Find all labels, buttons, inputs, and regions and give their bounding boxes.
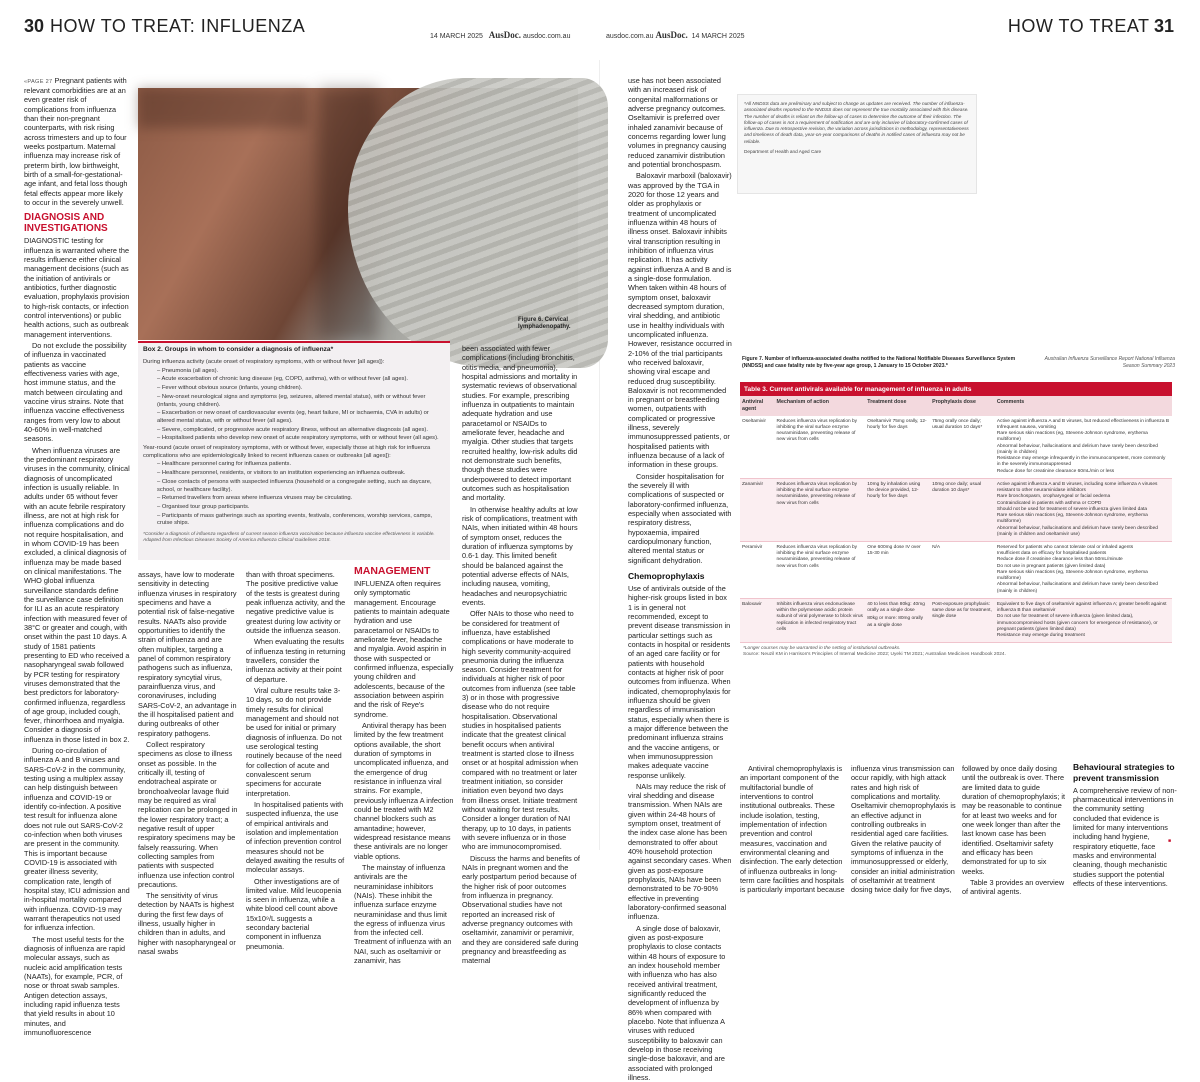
comment-line: Abnormal behaviour, hallucinations and delirium have rarely been described (mainly in children)	[996, 443, 1158, 455]
comment-line: Rare serious skin reactions (eg, Stevens-Johnson syndrome, erythema multiforme)	[996, 569, 1148, 582]
comment-line: Do not use for treatment of severe influenza (given limited data), immunocompromised hosts (given concern for emergence of resistance), or pregnant patients (given limited data)	[996, 614, 1158, 632]
paragraph: Discuss the harms and benefits of NAIs in pregnant women and the early postpartum period because of the higher risk of poor outcomes from influenza in pregnancy. Observational studies have not reported an increased risk of adverse pregnancy outcomes with oseltamivir, zanamivir or peramivir, and they are considered safe during pregnancy and breastfeeding as maternal	[462, 853, 580, 966]
table-cell-agent: Baloxavir	[740, 598, 775, 642]
box-sub-item: – Fever without obvious source (infants, young children).	[157, 385, 303, 392]
comment-line: Active against influenza A and B viruses, including some influenza A viruses resistant to other neuraminidase inhibitors	[996, 481, 1158, 494]
comment-line: Reduce dose if creatinine clearance less than 50mL/minute	[996, 557, 1123, 563]
right-header-meta	[606, 30, 745, 40]
box-sub-item: – Participants of mass gatherings such as sporting events, festivals, conferences, worship services, camps, cruise ships.	[157, 512, 433, 527]
box-sub-item: – Returned travellers from areas where influenza viruses may be circulating.	[157, 495, 353, 502]
box-sub-item: – Close contacts of persons with suspected influenza (household or a congregate setting, such as daycare, school, or healthcare facility).	[157, 478, 432, 493]
text-column-4	[462, 344, 580, 966]
table-cell-comments	[995, 598, 1172, 642]
text-column-5	[628, 76, 732, 1082]
table-source: Source: Neuzil KM in Harrison's Principles of Internal Medicine 2022; Uyeki TM 2021; Australian Medicines Handbook 2024.	[743, 652, 1006, 658]
paragraph: «PAGE 27 Pregnant patients with relevant comorbidities are at an even greater risk of complications from influenza than their non-pregnant counterparts, with risk rising across trimesters and up to four weeks postpartum. Maternal influenza may increase risk of preterm birth, low birthweight, birth of a small-for-gestational-age infant, and fetal loss though fetal effects appear more likely to occur in the severely unwell.	[24, 76, 128, 208]
box-sub-item: – Exacerbation or new onset of cardiovascular events (eg, heart failure, MI or ischaemia, CVA in adults) or altered mental status, with or without fever (all ages).	[157, 410, 429, 424]
paragraph: Table 3 provides an overview of antiviral agents.	[962, 877, 1065, 897]
table-header-row	[740, 396, 1172, 416]
paragraph: than with throat specimens. The positive predictive value of the tests is greatest during peak influenza activity, and the negative predictive value is greatest during low activity or outside the influenza season.	[246, 570, 346, 635]
comment-line: Equivalent to five days of oseltamivir against influenza A; greater benefit against influenza B than oseltamivir	[996, 601, 1167, 614]
end-mark-icon: ■	[1168, 838, 1172, 844]
paragraph: assays, have low to moderate sensitivity in detecting influenza viruses in respiratory specimens and have a potential risk of false-negative results. NAATs also provide opportunities to identify the strain of influenza and are often multiplex, targeting a panel of common respiratory pathogens such as influenza, respiratory syncytial virus, parainfluenza virus, and coronaviruses, including SARS-CoV-2, an advantage in the ill hospitalised patient and during outbreaks of other respiratory pathogens.	[138, 570, 237, 738]
comment-line: Do not use in pregnant patients (given limited data)	[996, 563, 1106, 569]
figure-7-notes: *All NNDSS data are preliminary and subject to change as updates are received. The number of influenza-associated deaths reported to the NNDSS does not represent the true mortality associated with this disease. The number of deaths is reliant on the follow-up of cases to determine the outcome of their infection. The follow-up of cases is not a requirement of notification and are only inclusive of laboratory-confirmed cases of influenza. Due to retrospective revision, the variation across jurisdictions in methodology, representativeness and timeliness of death data, year-on-year comparisons of deaths in notified cases of influenza may not be reliable.	[744, 101, 969, 144]
paragraph: Other investigations are of limited value. Mild leucopenia is seen in influenza, while a white blood cell count above 15x10⁹/L suggests a secondary bacterial component in influenza pneumonia.	[246, 876, 342, 951]
paragraph: A single dose of baloxavir, given as post-exposure prophylaxis to close contacts within 48 hours of exposure to an index household member with influenza who has also received antiviral treatment, significantly reduced the development of influenza by 86% when compared with placebo. Note that influenza A viruses with reduced susceptibility to baloxavir can develop in those receiving single-dose baloxavir, and are associated with prolonged illness.	[628, 923, 726, 1082]
comment-line: Insufficient data on efficacy for hospitalised patients	[996, 551, 1107, 557]
table-cell-prophylaxis: N/A	[930, 541, 995, 598]
box-list-item: During influenza activity (acute onset of respiratory symptoms, with or without fever [all ages]):	[143, 359, 385, 365]
page-number-right: 31	[1153, 15, 1174, 36]
box-sub-item: – Healthcare personnel, residents, or visitors to an institution experiencing an influenza outbreak.	[157, 470, 406, 477]
table-cell-agent: Zanamivir	[740, 478, 775, 541]
section-title-left: HOW TO TREAT: INFLUENZA	[50, 15, 306, 36]
comment-line: Resistance may emerge during treatment	[996, 633, 1085, 639]
paragraph: When evaluating the results of influenza testing in returning travellers, consider the influenza activity at their point of departure.	[246, 637, 346, 684]
text-column-6	[740, 764, 845, 895]
site-url[interactable]: ausdoc.com.au	[522, 33, 571, 40]
table-cell-agent: Peramivir	[740, 541, 775, 598]
table-cell-comments	[995, 416, 1172, 479]
figure-6-caption: Figure 6. Cervical lymphadenopathy.	[518, 317, 571, 331]
figure-7-source: Australian Influenza Surveillance Report National Influenza Season Summary 2023	[1044, 356, 1175, 369]
paragraph: The mainstay of influenza antivirals are the neuraminidase inhibitors (NAIs). These inhibit the influenza surface enzyme neuraminidase and thus limit the egress of influenza virus from the infected cell. Treatment of influenza with an NAI, such as oseltamivir or zanamivir, has	[354, 862, 452, 966]
subheading-chemoprophylaxis: Chemoprophylaxis	[628, 571, 705, 582]
comment-line: Rare bronchospasm, oropharyngeal or facial oedema	[996, 494, 1111, 500]
column-header: Antiviral agent	[740, 396, 775, 416]
site-url[interactable]: ausdoc.com.au	[606, 33, 654, 40]
photo-hair-shade	[138, 88, 308, 128]
paragraph: Collect respiratory specimens as close to illness onset as possible. In the critically ill, testing of endotracheal aspirate or bronchoalveolar lavage fluid may be required as viral replication can be prolonged in the lower respiratory tract; a negative result of upper respiratory specimens may be falsely reassuring. When collecting samples from patients with suspected influenza use infection control precautions.	[138, 739, 238, 889]
comment-line: Active against influenza A and B viruses, but reduced effectiveness in influenza B	[996, 418, 1170, 424]
box-title: Box 2. Groups in whom to consider a diagnosis of influenza*	[143, 346, 334, 353]
continued-from-kicker: «PAGE 27	[24, 79, 53, 85]
brand-logo: AusDoc.	[488, 30, 522, 40]
comment-line: Reduce dose for creatinine clearance 60mL/min or less	[996, 468, 1115, 474]
comment-line: Rare serious skin reactions (eg, Stevens-Johnson syndrome, erythema multiforme)	[996, 513, 1148, 525]
lymphadenopathy-photo	[138, 88, 578, 340]
table-row	[740, 416, 1172, 479]
figure-7-notes-box	[737, 94, 977, 194]
table-cell-agent: Oseltamivir	[740, 416, 775, 479]
paragraph: Do not exclude the possibility of influenza in vaccinated patients as vaccine effectiveness varies with age, host immune status, and the match between circulating and vaccine virus strains. Note that influenza vaccine effectiveness ranges from very low to about 40-60% in well-matched seasons.	[24, 341, 127, 444]
paragraph: In otherwise healthy adults at low risk of complications, treatment with NAIs, when initiated within 48 hours of symptom onset, reduces the duration of influenza symptoms by 0.6-1 day. This limited benefit should be balanced against the potential adverse effects of NAIs, including nausea, vomiting, headaches and neuropsychiatric events.	[462, 504, 578, 607]
box-sub-item: – New-onset neurological signs and symptoms (eg, seizures, altered mental status), with or without fever (infants, young children).	[157, 393, 426, 408]
paragraph: The sensitivity of virus detection by NAATs is highest during the first few days of illness, usually higher in children than in adults, and higher with nasopharyngeal or nasal swabs	[138, 891, 236, 957]
table-title: Table 3. Current antivirals available for management of influenza in adults	[740, 383, 1172, 396]
left-page-header	[0, 0, 600, 52]
issue-date: 14 MARCH 2025	[691, 33, 745, 40]
table-cell-mechanism: Reduces influenza virus replication by inhibiting the viral surface enzyme neuraminidase, preventing release of new virus from cells	[775, 416, 866, 479]
table-cell-mechanism: Reduces influenza virus replication by inhibiting the viral surface enzyme neuraminidase, preventing release of new virus from cells	[775, 541, 866, 598]
paragraph: followed by once daily dosing until the outbreak is over. There are limited data to guide duration of chemoprophylaxis; it may be reasonable to continue for at least two weeks and for one week longer than after the last known case has been identified. Oseltamivir safety and efficacy has been demonstrated for up to six weeks.	[962, 764, 1066, 876]
table-row	[740, 541, 1172, 598]
comment-line: Should not be used for treatment of severe influenza given limited data	[996, 506, 1147, 512]
paragraph: When influenza viruses are the predominant respiratory viruses in the community, clinical diagnosis of uncomplicated infection is usually reliable. In adults under 65 without fever with an acute febrile respiratory illness, are not at high risk for influenza complications and do not require hospitalisation, and in whom COVID-19 has been excluded, a clinical diagnosis of influenza may be made based on clinical manifestations. The WHO global influenza surveillance standards define the surveillance case definition for ILI as an acute respiratory infection with measured fever of 38°C or greater and cough, with onset within the past 10 days. A study of 1581 patients presenting to ED who received a nasopharyngeal swab followed by PCR testing for respiratory viruses demonstrated that the best predictors for laboratory-confirmed influenza, regardless of age group, included cough, fever, rhinorrhoea and myalgia. Consider a diagnosis of influenza in those listed in box 2.	[24, 445, 130, 744]
comment-line: Reserved for patients who cannot tolerate oral or inhaled agents	[996, 544, 1134, 550]
table-cell-comments	[995, 478, 1172, 541]
box-sub-item: – Hospitalised patients who develop new onset of acute respiratory symptoms, with or without fever (all ages).	[157, 435, 439, 442]
paragraph: The most useful tests for the diagnosis of influenza are rapid molecular assays, such as nucleic acid amplification tests (NAATs), for example, PCR, of nose or throat swab samples. Antigen detection assays, including rapid influenza tests that yield results in about 10 minutes, and immunofluorescence	[24, 934, 126, 1037]
figure-7-caption: Figure 7. Number of influenza-associated deaths notified to the National Notifiable Diseases Surveillance System (NNDSS) and case fatality rate by five-year age group, 1 January to 15 October 2023.*	[742, 356, 1016, 369]
paragraph: influenza virus transmission can occur rapidly, with high attack rates and high risk of complications and mortality. Oseltamivir chemoprophylaxis is an effective adjunct in controlling outbreaks in residential aged care facilities. Given the relative paucity of symptoms of influenza in the immunosuppressed or elderly, consider an initial administration of oseltamivir at treatment dosing twice daily for five days,	[851, 764, 956, 895]
paragraph: Baloxavir marboxil (baloxavir) was approved by the TGA in 2020 for those 12 years and older as prophylaxis or treatment of uncomplicated influenza within 48 hours of illness onset. Baloxavir inhibits viral transcription resulting in inhibition of influenza virus replication. It has activity against influenza A and B and is a single-dose formulation. When taken within 48 hours of symptom onset, baloxavir decreased symptom duration, viral shedding, and antibiotic use in healthy individuals with uncomplicated influenza. However, resistance occurred in 2-10% of the trial participants who received baloxavir, showing viral escape and reduced drug susceptibility. Baloxavir is not recommended in pregnant or breastfeeding women, outpatients with complicated or progressive illness, severely immunosuppressed patients, or hospitalised patients with influenza because of a lack of information in these groups.	[628, 171, 732, 470]
paragraph: Antiviral chemoprophylaxis is an important component of the multifactorial bundle of interventions to control institutional outbreaks. These include isolation, testing, implementation of infection prevention and control measures, vaccination and environmental cleaning and disinfection. The early detection of influenza outbreaks in long-term care facilities and hospitals is particularly important because	[740, 764, 845, 895]
table-cell-prophylaxis: 75mg orally once daily; usual duration 10 days*	[930, 416, 995, 479]
section-title-right: HOW TO TREAT	[1007, 15, 1150, 36]
paragraph: DIAGNOSTIC testing for influenza is warranted where the results influence either clinical management decisions (such as the initiation of antivirals or antibiotics, further diagnostic evaluation, prophylaxis provision to high-risk contacts, or infection control interventions) or public health actions, such as outbreak management interventions.	[24, 236, 130, 339]
column-header: Comments	[995, 396, 1172, 416]
paragraph: use has not been associated with an increased risk of congenital malformations or adverse pregnancy outcomes. Oseltamivir is preferred over inhaled zanamivir because of concerns regarding lower lung volumes in pregnancy causing reduced zanamivir distribution and potential bronchospasm.	[628, 76, 727, 169]
column-header: Treatment dose	[865, 396, 930, 416]
comment-line: Abnormal behaviour, hallucinations and delirium have rarely been described (mainly in children)	[996, 582, 1158, 594]
box-sub-item: – Healthcare personnel caring for influenza patients.	[157, 461, 292, 468]
box-2-diagnosis-groups	[138, 341, 450, 560]
table-footnote: *Longer courses may be warranted in the setting of institutional outbreaks.	[743, 646, 901, 652]
issue-date: 14 MARCH 2025	[430, 33, 483, 40]
text-column-3	[246, 570, 346, 951]
antiviral-table	[740, 396, 1172, 643]
paragraph: A comprehensive review of non-pharmaceutical interventions in the community setting concluded that evidence is limited for many interventions including hand hygiene, respiratory etiquette, face masks and environmental cleaning, though mechanistic studies support the potential effects of these interventions.	[1073, 785, 1177, 889]
box-sub-item: – Severe, complicated, or progressive acute respiratory illness, without an alternative diagnosis (all ages).	[157, 426, 428, 433]
box-sub-item: – Pneumonia (all ages).	[157, 367, 219, 374]
text-column-8	[962, 764, 1067, 897]
page-number-left: 30	[24, 15, 45, 36]
comment-line: Contraindicated in patients with asthma or COPD	[996, 500, 1102, 506]
section-heading-diagnosis: DIAGNOSIS AND INVESTIGATIONS	[24, 212, 108, 234]
text-column-7	[851, 764, 956, 895]
right-page-header	[600, 0, 1200, 52]
table-cell-treatment: One 600mg dose IV over 15-30 min	[865, 541, 930, 598]
section-heading-management: MANAGEMENT	[354, 565, 431, 577]
table-row	[740, 478, 1172, 541]
management-section	[354, 565, 454, 966]
text-column-1	[24, 76, 130, 1037]
box-list	[143, 359, 445, 528]
table-cell-mechanism: Inhibits influenza virus endonuclease within the polymerase acidic protein subunit of viral polymerase to block virus replication in infected respiratory tract cells	[775, 598, 866, 642]
comment-line: Abnormal behaviour, hallucinations and delirium have rarely been described (mainly in children and oseltamivir use)	[996, 525, 1158, 537]
column-header: Mechanism of action	[775, 396, 866, 416]
table-cell-prophylaxis: 10mg once daily; usual duration 10 days*	[930, 478, 995, 541]
comment-line: Resistance may emerge infrequently in the immunocompetent, more commonly in the severely immunosuppressed	[996, 456, 1166, 468]
box-sub-item: – Acute exacerbation of chronic lung disease (eg, COPD, asthma), with or without fever (all ages).	[157, 376, 408, 383]
left-header-meta	[430, 30, 570, 40]
paragraph: Consider hospitalisation for the severely ill with complications of suspected or laboratory-confirmed influenza, especially when associated with respiratory distress, hypoxaemia, impaired cardiopulmonary function, altered mental status or significant dehydration.	[628, 471, 732, 565]
table-row	[740, 598, 1172, 642]
table-cell-treatment: 10mg by inhalation using the device provided, 12-hourly for five days	[865, 478, 930, 541]
paragraph: Offer NAIs to those who need to be considered for treatment of influenza, have established complications or have moderate to high severity community-acquired pneumonia during the influenza season. Consider treatment for individuals at higher risk of poor outcomes from influenza (see table 3) or in those with progressive disease who do not require hospitalisation. Observational studies in hospitalised patients indicate that the greatest clinical benefit occurs when antiviral treatment is started close to illness onset or at hospital admission when compared with no treatment or later treatment initiation, so consider initiation even beyond two days from illness onset. Initiate treatment without waiting for test results. Consider a longer duration of NAI therapy, up to 10 days, in patients with severe influenza or in those who are immunocompromised.	[462, 609, 579, 852]
paragraph: During co-circulation of influenza A and B viruses and SARS-CoV-2 in the community, testing using a multiplex assay can help distinguish between influenza and COVID-19 or identify co-infection. A positive test result for influenza alone does not rule out SARS-CoV-2 co-infection when both viruses are present in the community. This is important because COVID-19 is associated with greater illness severity, complication rate, length of hospital stay, ICU admission and in-hospital mortality compared with influenza. COVID-19 may warrant therapeutics not used for influenza infection.	[24, 746, 130, 933]
table-cell-prophylaxis: Post-exposure prophylaxis: same dose as for treatment, single dose	[930, 598, 995, 642]
paragraph: been associated with fewer complications (including bronchitis, otitis media, and pneumonia), hospital admissions and mortality in systematic reviews of observational studies. For example, prescribing influenza in outpatients to maintain adequate hydration and use paracetamol or NSAIDs to ameliorate fever, headache and myalgia. Other studies that targets recruited healthy, low-risk adults did not demonstrate such benefits, though these studies were underpowered to detect important outcomes such as hospitalisation and mortality.	[462, 344, 578, 503]
table-3-antivirals	[740, 382, 1172, 750]
subheading-behavioural-strategies: Behavioural strategies to prevent transmission	[1073, 762, 1175, 783]
paragraph: NAIs may reduce the risk of viral shedding and disease transmission. When NAIs are given within 24-48 hours of symptom onset, treatment of the index case alone has been demonstrated to offer about 40% household protection against secondary cases. When given as post-exposure prophylaxis, NAIs have been demonstrated to be 70-90% effective in preventing laboratory-confirmed seasonal influenza.	[628, 781, 732, 922]
table-cell-treatment: 40 to less than 80kg: 40mg orally as a single dose 80kg or more: 80mg orally as a single dose	[865, 598, 930, 642]
column-header: Prophylaxis dose	[930, 396, 995, 416]
paragraph: Antiviral therapy has been limited by the few treatment options available, the short duration of symptoms in uncomplicated influenza, and the emergence of drug resistance in influenza viral strains. For example, previously influenza A infection could be treated with M2 channel blockers such as amantadine; however, widespread resistance means these antivirals are no longer viable options.	[354, 720, 454, 861]
table-cell-mechanism: Reduces influenza virus replication by inhibiting the viral surface enzyme neuraminidase, preventing release of new virus from cells	[775, 478, 866, 541]
text-column-2	[138, 570, 240, 957]
comment-line: Rare serious skin reactions (eg, Stevens-Johnson syndrome, erythema multiforme)	[996, 431, 1148, 443]
box-sub-item: – Organised tour group participants.	[157, 503, 250, 510]
paragraph: Use of antivirals outside of the higher-risk groups listed in box 1 is in general not recommended, except to prevent disease transmission in particular settings such as contacts in hospital or residents of an aged care facility or for patients with household contacts at higher risk of poor outcomes from influenza. When indicated, chemoprophylaxis for influenza should be given regardless of immunisation status, especially when there is a major difference between the predominant influenza strains and the vaccine antigens, or when immunosuppression makes adequate vaccine response unlikely.	[628, 583, 731, 780]
box-list-item: Year-round (acute onset of respiratory symptoms, with or without fever, especially those at high risk for influenza complications who are epidemiologically linked to recent influenza cases or outbreaks [all ages]):	[143, 445, 431, 459]
table-body	[740, 416, 1172, 643]
table-cell-comments	[995, 541, 1172, 598]
paragraph: In hospitalised patients with suspected influenza, the use of empirical antivirals and isolation and implementation of infection prevention control measures should not be delayed awaiting the results of molecular assays.	[246, 799, 345, 875]
brand-logo: AusDoc.	[655, 30, 688, 40]
comment-line: Infrequent nausea, vomiting	[996, 424, 1057, 430]
paragraph: INFLUENZA often requires only symptomatic management. Encourage patients to maintain adequate hydration and use paracetamol or NSAIDs to ameliorate fever, headache and myalgia. Avoid aspirin in those with suspected or confirmed influenza, especially young children and adolescents, because of the association between aspirin and the risk of Reye's syndrome.	[354, 579, 454, 719]
text-column-9	[1073, 762, 1177, 889]
table-notes	[740, 646, 1172, 657]
box-footnote: *Consider a diagnosis of influenza regardless of current season influenza vaccination because influenza vaccine effectiveness is variable. Adapted from Infectious Diseases Society of America Influenza Clinical Guidelines 2018.	[143, 532, 435, 544]
paragraph: Viral culture results take 3-10 days, so do not provide timely results for clinical management and should not be used for initial or primary diagnosis of influenza. Do not use serological testing routinely because of the need for collection of acute and convalescent serum specimens for accurate interpretation.	[246, 685, 342, 798]
table-cell-treatment: Oseltamivir 75mg orally, 12-hourly for five days	[865, 416, 930, 479]
figure-7-department: Department of Health and Aged Care	[744, 148, 822, 154]
